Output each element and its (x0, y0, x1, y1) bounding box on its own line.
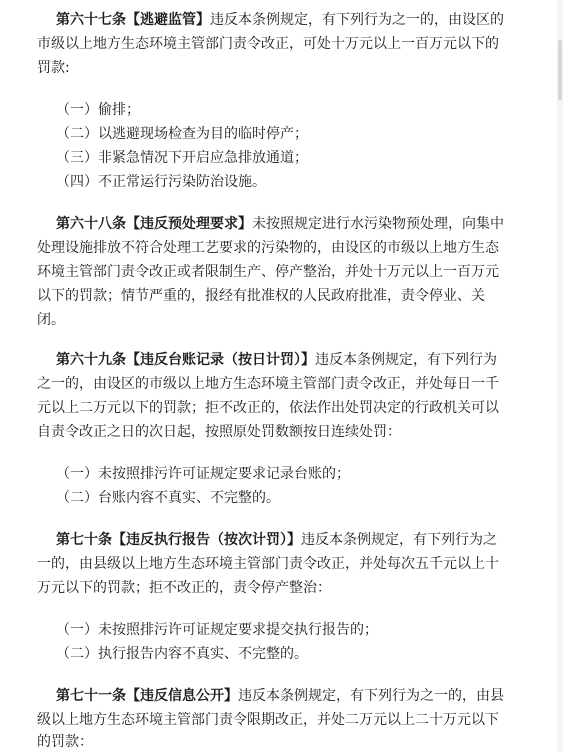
article-70-line: 万元以下的罚款；拒不改正的，责令停产整治： (37, 580, 331, 596)
article-68-line: 处理设施排放不符合处理工艺要求的污染物的，由设区的市级以上地方生态 (37, 240, 499, 256)
article-67-item: （一）偷排； (56, 102, 140, 118)
article-71-first-line (56, 684, 504, 708)
article-68-line: 环境主管部门责令改正或者限制生产、停产整治，并处十万元以上一百万元 (37, 264, 499, 280)
article-67-first-line (56, 8, 504, 32)
article-70-line: 一的，由县级以上地方生态环境主管部门责令改正，并处每次五千元以上十 (37, 556, 499, 572)
article-69-heading: 第六十九条【违反台账记录（按日计罚）】 (56, 352, 315, 368)
scrollbar[interactable] (557, 0, 563, 751)
article-68-heading: 第六十八条【违反预处理要求】 (56, 216, 252, 232)
article-68-line: 以下的罚款；情节严重的，报经有批准权的人民政府批准，责令停业、关 (37, 288, 485, 304)
article-71-line: 的罚款： (37, 734, 93, 750)
article-71-heading: 第七十一条【违反信息公开】 (56, 688, 238, 704)
article-69-line: 自责令改正之日的次日起，按照原处罚数额按日连续处罚： (37, 424, 401, 440)
article-70-first-line (56, 528, 497, 552)
article-67-item: （三）非紧急情况下开启应急排放通道； (56, 150, 308, 166)
article-69-first-line (56, 348, 497, 372)
article-70-heading: 第七十条【违反执行报告（按次计罚）】 (56, 532, 301, 548)
scrollbar-thumb[interactable] (558, 40, 562, 100)
article-67-line: 市级以上地方生态环境主管部门责令改正，可处十万元以上一百万元以下的 (37, 36, 499, 52)
article-68-text: 未按照规定进行水污染物预处理，向集中 (252, 216, 504, 232)
article-69-line: 之一的，由设区的市级以上地方生态环境主管部门责令改正，并处每日一千 (37, 376, 499, 392)
article-67-text: 违反本条例规定，有下列行为之一的，由设区的 (210, 12, 504, 28)
article-67-item: （四）不正常运行污染防治设施。 (56, 174, 266, 190)
article-70-item: （二）执行报告内容不真实、不完整的。 (56, 646, 308, 662)
article-69-item: （二）台账内容不真实、不完整的。 (56, 490, 280, 506)
article-67-heading: 第六十七条【逃避监管】 (56, 12, 210, 28)
article-71-text: 违反本条例规定，有下列行为之一的，由县 (238, 688, 504, 704)
article-67-item: （二）以逃避现场检查为目的临时停产； (56, 126, 308, 142)
article-69-item: （一）未按照排污许可证规定要求记录台账的； (56, 466, 350, 482)
article-68-line: 闭。 (37, 312, 65, 328)
article-68-first-line (56, 212, 504, 236)
article-69-text: 违反本条例规定，有下列行为 (315, 352, 497, 368)
article-70-item: （一）未按照排污许可证规定要求提交执行报告的； (56, 622, 378, 638)
article-71-line: 级以上地方生态环境主管部门责令限期改正，并处二万元以上二十万元以下 (37, 712, 499, 728)
article-70-text: 违反本条例规定，有下列行为之 (301, 532, 497, 548)
article-67-line: 罚款: (37, 60, 70, 76)
article-69-line: 元以上二万元以下的罚款；拒不改正的，依法作出处罚决定的行政机关可以 (37, 400, 499, 416)
